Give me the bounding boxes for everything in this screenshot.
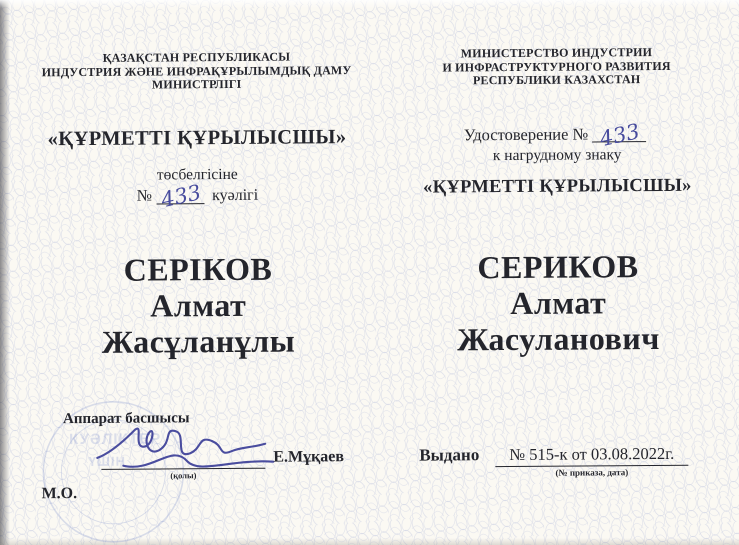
ministry-line: ҚАЗАҚСТАН РЕСПУБЛИКАСЫ bbox=[102, 49, 291, 65]
issued-caption: (№ приказа, дата) bbox=[555, 467, 629, 478]
issued-label: Выдано bbox=[419, 445, 480, 465]
ministry-line: МИНИСТЕРСТВО ИНДУСТРИИ bbox=[460, 45, 653, 61]
given-name: Алмат bbox=[150, 286, 247, 324]
number-prefix: № bbox=[136, 187, 153, 205]
ministry-header-ru bbox=[390, 46, 722, 89]
stamp-text-1: КУӘЛІКТЕР bbox=[69, 430, 162, 449]
signatory-title: Аппарат басшысы bbox=[62, 410, 190, 428]
number-underline bbox=[156, 180, 204, 213]
badge-line-ru: к нагрудному знаку bbox=[492, 146, 622, 165]
recipient-name-ru bbox=[392, 248, 725, 358]
handwritten-number: 433 bbox=[158, 180, 203, 213]
ministry-line: И ИНФРАСТРУКТУРНОГО РАЗВИТИЯ bbox=[442, 58, 671, 74]
ministry-line: МИНИСТРЛІГІ bbox=[151, 76, 242, 92]
patronymic: Жасуланович bbox=[456, 319, 660, 358]
signatory-name: Е.Мұқаев bbox=[273, 448, 345, 466]
patronymic: Жасұланұлы bbox=[101, 322, 296, 360]
given-name: Алмат bbox=[510, 284, 607, 322]
ministry-header-kk bbox=[20, 50, 372, 93]
certificate-number-line-ru bbox=[391, 119, 723, 152]
seal-placeholder: М.О. bbox=[41, 485, 78, 503]
ministry-line: ИНДУСТРИЯ ЖӘНЕ ИНФРАҚҰРЫЛЫМДЫҚ ДАМУ bbox=[41, 62, 352, 79]
surname: СЕРІКОВ bbox=[123, 250, 273, 288]
stamp-text-2: ҮШІН bbox=[88, 453, 127, 469]
badge-line-kk: төсбелгісіне bbox=[156, 165, 238, 184]
issued-order-value: № 515-к от 03.08.2022г. bbox=[495, 444, 688, 467]
certificate-word: куәлігі bbox=[211, 186, 259, 205]
award-title-ru: «ҚҰРМЕТТІ ҚҰРЫЛЫСШЫ» bbox=[423, 175, 692, 198]
signature-caption: (қолы) bbox=[170, 470, 197, 481]
certificate-label: Удостоверение № bbox=[463, 124, 589, 145]
issued-row bbox=[419, 444, 688, 479]
certificate-number-line-kk bbox=[21, 180, 373, 213]
award-title-kk: «ҚҰРМЕТТІ ҚҰРЫЛЫСШЫ» bbox=[47, 126, 347, 151]
ministry-line: РЕСПУБЛИКИ КАЗАХСТАН bbox=[472, 72, 641, 88]
number-underline bbox=[592, 119, 646, 152]
issued-field bbox=[495, 444, 688, 478]
recipient-name-kk bbox=[22, 250, 375, 360]
surname: СЕРИКОВ bbox=[477, 248, 639, 286]
handwritten-number: 433 bbox=[597, 119, 643, 152]
